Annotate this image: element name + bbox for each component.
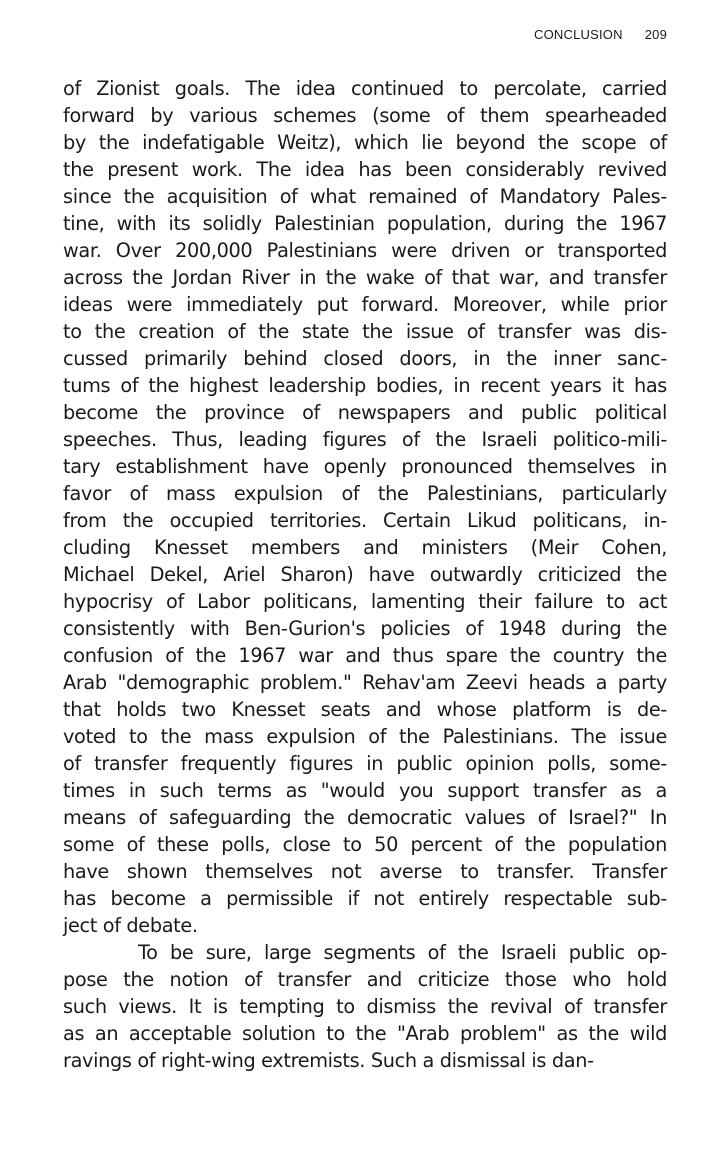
paragraph: [63, 75, 667, 939]
text-line: the present work. The idea has been considerably revived: [63, 158, 667, 181]
text-line: tary establishment have openly pronounced themselves in: [63, 455, 667, 478]
text-line: forward by various schemes (some of them spearheaded: [63, 104, 667, 127]
section-title: CONCLUSION: [534, 27, 623, 42]
text-line: ravings of right-wing extremists. Such a dismissal is dan-: [63, 1049, 594, 1072]
text-line: from the occupied territories. Certain Likud politicans, in-: [63, 509, 667, 532]
text-line: voted to the mass expulsion of the Palestinians. The issue: [63, 725, 667, 748]
text-line: tums of the highest leadership bodies, in recent years it has: [63, 374, 667, 397]
text-line: Michael Dekel, Ariel Sharon) have outwardly criticized the: [63, 563, 667, 586]
text-line: ject of debate.: [63, 914, 198, 937]
text-line: cussed primarily behind closed doors, in the inner sanc-: [63, 347, 667, 370]
text-line: confusion of the 1967 war and thus spare the country the: [63, 644, 667, 667]
text-line: tine, with its solidly Palestinian population, during the 1967: [63, 212, 667, 235]
text-line: Arab "demographic problem." Rehav'am Zeevi heads a party: [63, 671, 667, 694]
body-text: [63, 75, 667, 1074]
running-head: [534, 27, 667, 42]
text-line: across the Jordan River in the wake of that war, and transfer: [63, 266, 667, 289]
text-line: some of these polls, close to 50 percent of the population: [63, 833, 667, 856]
text-line: ideas were immediately put forward. Moreover, while prior: [63, 293, 667, 316]
text-line: cluding Knesset members and ministers (Meir Cohen,: [63, 536, 667, 559]
text-line: since the acquisition of what remained of Mandatory Pales-: [63, 185, 667, 208]
text-line: to the creation of the state the issue of transfer was dis-: [63, 320, 667, 343]
text-line: favor of mass expulsion of the Palestinians, particularly: [63, 482, 667, 505]
text-line: has become a permissible if not entirely respectable sub-: [63, 887, 667, 910]
text-line: pose the notion of transfer and criticize those who hold: [63, 968, 667, 991]
text-line: war. Over 200,000 Palestinians were driven or transported: [63, 239, 667, 262]
text-line: as an acceptable solution to the "Arab problem" as the wild: [63, 1022, 667, 1045]
page-number: 209: [644, 27, 667, 42]
text-line: consistently with Ben-Gurion's policies of 1948 during the: [63, 617, 667, 640]
paragraph: [63, 939, 667, 1074]
text-line: of transfer frequently figures in public opinion polls, some-: [63, 752, 667, 775]
text-line: that holds two Knesset seats and whose platform is de-: [63, 698, 667, 721]
text-line: by the indefatigable Weitz), which lie beyond the scope of: [63, 131, 667, 154]
text-line: hypocrisy of Labor politicans, lamenting their failure to act: [63, 590, 667, 613]
text-line: of Zionist goals. The idea continued to percolate, carried: [63, 77, 667, 100]
text-line: To be sure, large segments of the Israeli public op-: [138, 941, 667, 964]
text-line: have shown themselves not averse to transfer. Transfer: [63, 860, 667, 883]
text-line: means of safeguarding the democratic values of Israel?" In: [63, 806, 667, 829]
text-line: such views. It is tempting to dismiss the revival of transfer: [63, 995, 667, 1018]
text-line: speeches. Thus, leading figures of the Israeli politico-mili-: [63, 428, 667, 451]
text-line: become the province of newspapers and public political: [63, 401, 667, 424]
text-line: times in such terms as "would you support transfer as a: [63, 779, 667, 802]
